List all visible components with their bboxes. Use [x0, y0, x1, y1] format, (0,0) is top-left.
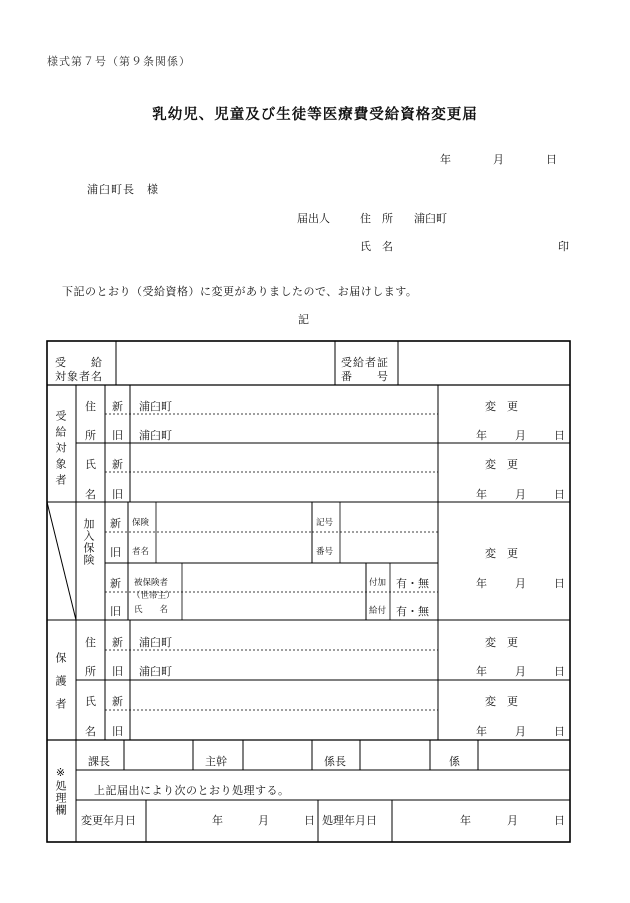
- page-title: 乳幼児、児童及び生徒等医療費受給資格変更届: [152, 107, 478, 123]
- guardian-name-old-label: 旧: [112, 725, 123, 738]
- section-insurance: 加入保険: [82, 518, 95, 566]
- guardian-addr-char-2: 所: [85, 665, 96, 678]
- recipient-addr-new-label: 新: [112, 400, 123, 413]
- insurer-new-label: 新: [110, 517, 121, 530]
- change-date-year: 年: [212, 814, 223, 827]
- fuka-label: 付加: [369, 578, 387, 588]
- shukan-label: 主幹: [205, 755, 227, 768]
- recipient-addr-old-label: 旧: [112, 429, 123, 442]
- insurance-month: 月: [515, 577, 526, 590]
- guardian-addr-new-label: 新: [112, 636, 123, 649]
- recipient-name-month: 月: [515, 488, 526, 501]
- recipient-addr-new-value[interactable]: 浦臼町: [139, 400, 172, 413]
- guardian-name-change-label: 変 更: [485, 695, 518, 708]
- addr-char-1: 住: [85, 400, 96, 413]
- process-note: 上記届出により次のとおり処理する。: [94, 784, 290, 797]
- change-date-month: 月: [258, 814, 269, 827]
- ki-mark: 記: [298, 313, 309, 326]
- kyufu-label: 給付: [369, 606, 387, 616]
- name-char-1: 氏: [85, 458, 96, 471]
- recipient-name-label-1: 受 給: [55, 356, 103, 369]
- address-value[interactable]: 浦臼町: [414, 212, 447, 225]
- kacho-label: 課長: [88, 755, 110, 768]
- section-recipient: 受給対象者: [54, 410, 67, 490]
- insured-name-label: 氏 名: [134, 605, 169, 615]
- insurance-year: 年: [476, 577, 487, 590]
- guardian-name-new-label: 新: [112, 695, 123, 708]
- guardian-addr-new-value[interactable]: 浦臼町: [139, 636, 172, 649]
- recipient-name-year: 年: [476, 488, 487, 501]
- recipient-addr-day: 日: [554, 429, 565, 442]
- change-date-label: 変更年月日: [81, 814, 136, 827]
- guardian-addr-year: 年: [476, 665, 487, 678]
- guardian-name-month: 月: [515, 725, 526, 738]
- change-date-day: 日: [304, 814, 315, 827]
- process-date-month: 月: [507, 814, 518, 827]
- guardian-addr-old-value[interactable]: 浦臼町: [139, 665, 172, 678]
- guardian-name-char-2: 名: [85, 725, 96, 738]
- guardian-name-year: 年: [476, 725, 487, 738]
- insured-old-label: 旧: [110, 605, 121, 618]
- guardian-name-day: 日: [554, 725, 565, 738]
- addressee: 浦臼町長 様: [87, 183, 159, 196]
- guardian-addr-old-label: 旧: [112, 665, 123, 678]
- section-processing: ※処理欄: [54, 766, 67, 816]
- cert-no-label-1: 受給者証: [341, 356, 389, 369]
- number-label: 番号: [316, 547, 334, 557]
- guardian-addr-char-1: 住: [85, 636, 96, 649]
- guardian-addr-month: 月: [515, 665, 526, 678]
- process-date-day: 日: [554, 814, 565, 827]
- recipient-name-change-label: 変 更: [485, 458, 518, 471]
- insured-label: 被保険者: [134, 578, 169, 588]
- recipient-addr-year: 年: [476, 429, 487, 442]
- kakaricho-label: 係長: [324, 755, 346, 768]
- recipient-addr-change-label: 変 更: [485, 400, 518, 413]
- statement: 下記のとおり（受給資格）に変更がありましたので、お届けします。: [62, 285, 418, 298]
- recipient-addr-month: 月: [515, 429, 526, 442]
- symbol-label: 記号: [316, 518, 334, 528]
- header-date-day: 日: [546, 153, 557, 166]
- recipient-name-old-label: 旧: [112, 488, 123, 501]
- insurer-name-label: 者名: [132, 547, 150, 557]
- form-number: 様式第７号（第９条関係）: [47, 55, 191, 68]
- header-date-year: 年: [440, 153, 451, 166]
- recipient-name-new-label: 新: [112, 458, 123, 471]
- fuka-yes-no[interactable]: 有・無: [396, 577, 429, 590]
- section-guardian: 保護者: [54, 652, 67, 721]
- guardian-addr-change-label: 変 更: [485, 636, 518, 649]
- insurer-label: 保険: [132, 518, 150, 528]
- kyufu-yes-no[interactable]: 有・無: [396, 605, 429, 618]
- insured-new-label: 新: [110, 577, 121, 590]
- addr-char-2: 所: [85, 429, 96, 442]
- address-label: 住 所: [360, 212, 393, 225]
- applicant-label: 届出人: [297, 212, 330, 225]
- cert-no-label-2: 番 号: [341, 370, 389, 383]
- recipient-name-label-2: 対象者名: [55, 370, 103, 383]
- guardian-name-char-1: 氏: [85, 695, 96, 708]
- insurance-change-label: 変 更: [485, 547, 518, 560]
- seal-mark: 印: [558, 240, 569, 253]
- process-date-year: 年: [460, 814, 471, 827]
- recipient-addr-old-value[interactable]: 浦臼町: [139, 429, 172, 442]
- guardian-addr-day: 日: [554, 665, 565, 678]
- insurance-day: 日: [554, 577, 565, 590]
- householder-label: （世帯主）: [132, 591, 175, 601]
- kakari-label: 係: [449, 755, 460, 768]
- header-date-month: 月: [493, 153, 504, 166]
- recipient-name-day: 日: [554, 488, 565, 501]
- name-label: 氏 名: [360, 240, 393, 253]
- process-date-label: 処理年月日: [322, 814, 377, 827]
- name-char-2: 名: [85, 488, 96, 501]
- insurer-old-label: 旧: [110, 546, 121, 559]
